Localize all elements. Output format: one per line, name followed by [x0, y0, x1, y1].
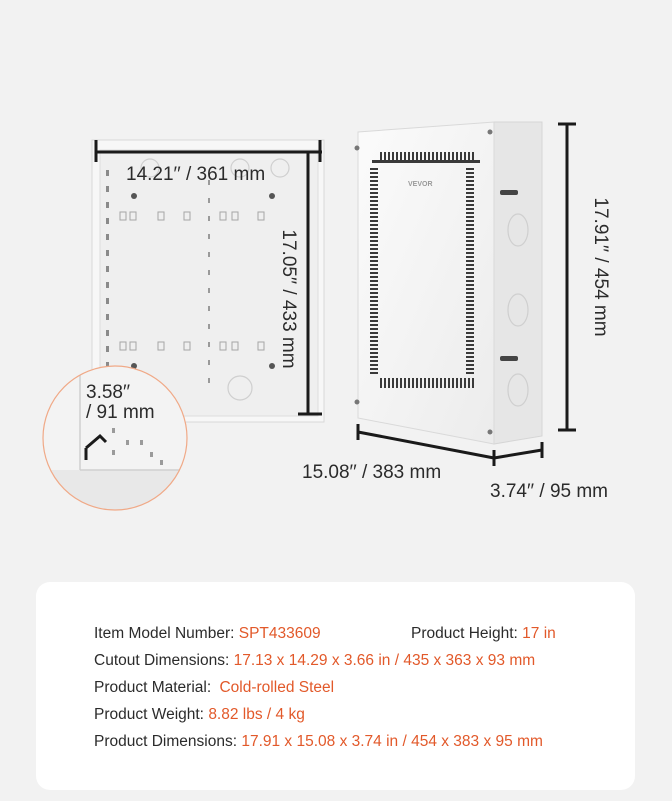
vent-slot — [392, 152, 394, 160]
vent-slot — [384, 378, 386, 388]
vent-slot — [452, 378, 454, 388]
vent-slot — [392, 378, 394, 388]
vent-slot — [440, 152, 442, 160]
vent-slot — [416, 152, 418, 160]
vent-slot — [370, 372, 378, 374]
vent-slot — [456, 378, 458, 388]
vent-slot — [466, 288, 474, 290]
specifications-panel — [36, 582, 635, 790]
vent-slot — [370, 180, 378, 182]
vent-slot — [370, 212, 378, 214]
vent-slot — [464, 152, 466, 160]
vent-slot — [370, 284, 378, 286]
vent-slot — [370, 220, 378, 222]
vent-slot — [466, 180, 474, 182]
spec-dimensions-label: Product Dimensions: — [94, 733, 238, 750]
vent-slot — [466, 300, 474, 302]
vent-slot — [466, 360, 474, 362]
vent-slot — [370, 304, 378, 306]
vent-slot — [466, 292, 474, 294]
brand-logo: VEVOR — [408, 181, 433, 188]
vent-slot — [370, 268, 378, 270]
vent-slot — [412, 152, 414, 160]
vent-slot — [432, 152, 434, 160]
vent-slot — [466, 312, 474, 314]
spec-cutout-label: Cutout Dimensions: — [94, 652, 230, 669]
vent-slot — [440, 378, 442, 388]
vent-slot — [466, 204, 474, 206]
spec-weight-label: Product Weight: — [94, 706, 204, 723]
vent-slot — [370, 300, 378, 302]
vent-slot — [380, 152, 382, 160]
vent-slot — [466, 348, 474, 350]
vent-slot — [466, 236, 474, 238]
vent-slot — [466, 268, 474, 270]
vent-slot — [424, 152, 426, 160]
vent-slot — [466, 196, 474, 198]
vent-slot — [370, 308, 378, 310]
vent-slot — [370, 272, 378, 274]
vent-slot — [466, 368, 474, 370]
vent-slot — [416, 378, 418, 388]
vent-slot — [404, 152, 406, 160]
vent-slot — [466, 192, 474, 194]
vent-slot — [466, 212, 474, 214]
interior-depth-label-line2: / 91 mm — [86, 402, 155, 423]
interior-width-label: 14.21′′ / 361 mm — [126, 164, 266, 185]
vent-slot — [370, 200, 378, 202]
vent-slot — [370, 328, 378, 330]
spec-model-value: SPT433609 — [238, 625, 321, 642]
vent-slot — [370, 252, 378, 254]
vent-slot — [388, 378, 390, 388]
vent-slot — [370, 216, 378, 218]
vent-slot — [396, 378, 398, 388]
vent-slot — [444, 152, 446, 160]
interior-depth-label-line1: 3.58′′ — [86, 382, 131, 403]
spec-model-label: Item Model Number: — [94, 625, 235, 642]
vent-slot — [466, 324, 474, 326]
vent-slot — [370, 320, 378, 322]
vent-slot — [466, 364, 474, 366]
vent-slot — [466, 240, 474, 242]
spec-material — [94, 679, 334, 697]
vent-slot — [428, 378, 430, 388]
vent-slot — [370, 368, 378, 370]
vent-slot — [466, 332, 474, 334]
vent-slot — [448, 152, 450, 160]
vent-slot — [370, 264, 378, 266]
vent-slot — [370, 292, 378, 294]
vent-slot — [424, 378, 426, 388]
vent-slot — [370, 172, 378, 174]
vent-slot — [464, 378, 466, 388]
vent-slot — [466, 248, 474, 250]
vent-slot — [466, 308, 474, 310]
spec-model — [94, 625, 321, 643]
spec-weight-value: 8.82 lbs / 4 kg — [208, 706, 305, 723]
vent-slot — [466, 168, 474, 170]
vent-slot — [466, 176, 474, 178]
vent-slot — [466, 344, 474, 346]
vent-slot — [370, 176, 378, 178]
spec-dimensions-value: 17.91 x 15.08 x 3.74 in / 454 x 383 x 95 mm — [241, 733, 543, 750]
vent-slot — [370, 208, 378, 210]
vent-slot — [436, 378, 438, 388]
vent-slot — [370, 352, 378, 354]
vent-slot — [370, 312, 378, 314]
vent-slot — [452, 152, 454, 160]
vent-slot — [468, 378, 470, 388]
vent-slot — [472, 378, 474, 388]
vent-slot — [466, 232, 474, 234]
vent-slot — [370, 236, 378, 238]
vent-slot — [448, 378, 450, 388]
vent-slot — [466, 200, 474, 202]
vent-slot — [456, 152, 458, 160]
vent-slot — [370, 204, 378, 206]
vent-slot — [370, 364, 378, 366]
vent-slot — [370, 316, 378, 318]
vent-slot — [466, 340, 474, 342]
vent-slot — [466, 224, 474, 226]
vent-slot — [466, 260, 474, 262]
vent-slot — [408, 378, 410, 388]
vent-slot — [370, 260, 378, 262]
vent-slot — [466, 356, 474, 358]
vent-slot — [370, 168, 378, 170]
vent-slot — [466, 244, 474, 246]
vent-slot — [466, 304, 474, 306]
vent-slot — [370, 336, 378, 338]
spec-height — [411, 625, 556, 643]
vent-slot — [370, 276, 378, 278]
vent-slot — [370, 360, 378, 362]
vent-slot — [370, 240, 378, 242]
vent-slot — [384, 152, 386, 160]
vent-slot — [370, 340, 378, 342]
vent-slot — [466, 256, 474, 258]
vent-slot — [436, 152, 438, 160]
vent-slot — [370, 248, 378, 250]
vent-slot — [370, 332, 378, 334]
vent-slot — [466, 372, 474, 374]
interior-height-label: 17.05′′ / 433 mm — [278, 229, 299, 369]
vent-slot — [370, 324, 378, 326]
vent-slot — [466, 280, 474, 282]
vent-slot — [444, 378, 446, 388]
vent-slot — [370, 188, 378, 190]
vent-slot — [370, 196, 378, 198]
vent-slot — [428, 152, 430, 160]
vent-slot — [404, 378, 406, 388]
vent-slot — [420, 378, 422, 388]
vent-slot — [370, 224, 378, 226]
vent-slot — [370, 280, 378, 282]
vent-slot — [466, 336, 474, 338]
vent-slot — [468, 152, 470, 160]
vent-slot — [370, 288, 378, 290]
vent-slot — [370, 348, 378, 350]
spec-height-label: Product Height: — [411, 625, 518, 642]
vent-slot — [466, 276, 474, 278]
spec-material-label: Product Material: — [94, 679, 212, 696]
vent-slot — [370, 244, 378, 246]
vent-slot — [466, 208, 474, 210]
vent-slot — [466, 252, 474, 254]
vent-slot — [466, 220, 474, 222]
closed-enclosure — [355, 122, 577, 466]
vent-slot — [466, 188, 474, 190]
vent-slot — [460, 152, 462, 160]
vent-slot — [466, 296, 474, 298]
vent-slot — [370, 296, 378, 298]
vent-slot — [370, 228, 378, 230]
vent-slot — [396, 152, 398, 160]
vent-slot — [466, 272, 474, 274]
vent-slot — [388, 152, 390, 160]
outer-height-label: 17.91′′ / 454 mm — [590, 197, 611, 337]
spec-weight — [94, 706, 305, 724]
spec-cutout — [94, 652, 535, 670]
vent-slot — [370, 184, 378, 186]
vent-slot — [370, 344, 378, 346]
spec-dimensions — [94, 733, 543, 751]
vent-slot — [466, 316, 474, 318]
spec-height-value: 17 in — [522, 625, 556, 642]
vent-slot — [466, 320, 474, 322]
vent-slot — [466, 352, 474, 354]
vent-slot — [432, 378, 434, 388]
vent-slot — [420, 152, 422, 160]
vent-slot — [408, 152, 410, 160]
outer-width-label: 15.08′′ / 383 mm — [302, 462, 442, 483]
vent-slot — [460, 378, 462, 388]
vent-slot — [400, 378, 402, 388]
spec-material-value: Cold-rolled Steel — [219, 679, 335, 696]
vent-slot — [466, 328, 474, 330]
vent-slot — [466, 172, 474, 174]
spec-cutout-value: 17.13 x 14.29 x 3.66 in / 435 x 363 x 93 mm — [233, 652, 536, 669]
outer-depth-label: 3.74′′ / 95 mm — [490, 481, 609, 502]
vent-slot — [466, 216, 474, 218]
vent-slot — [412, 378, 414, 388]
vent-slot — [400, 152, 402, 160]
vent-slot — [466, 284, 474, 286]
vent-slot — [370, 256, 378, 258]
vent-slot — [370, 192, 378, 194]
vent-slot — [380, 378, 382, 388]
vent-slot — [472, 152, 474, 160]
vent-slot — [370, 232, 378, 234]
vent-slot — [466, 228, 474, 230]
vent-slot — [370, 356, 378, 358]
vent-slot — [466, 184, 474, 186]
vent-slot — [466, 264, 474, 266]
